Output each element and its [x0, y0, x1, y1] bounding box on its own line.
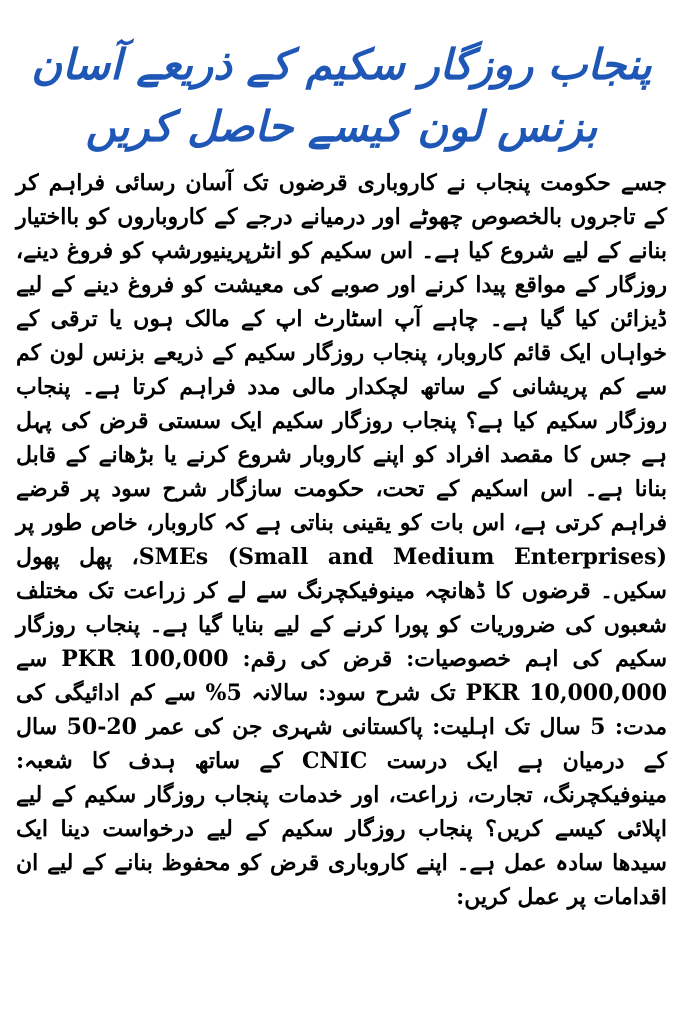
- article-body: جسے حکومت پنجاب نے کاروباری قرضوں تک آسان رسائی فراہم کر کے تاجروں بالخصوص چھوٹے اور درمیانے درجے کے کاروباروں کو بااختیار بنانے کے لیے شروع کیا ہے۔ اس سکیم کو انٹرپرینیورشپ کو فروغ دینے، روزگار کے مواقع پیدا کرنے اور صوبے کی معیشت کو فروغ دینے کے لیے ڈیزائن کیا گیا ہے۔ چاہے آپ اسٹارٹ اپ کے مالک ہوں یا ترقی کے خواہاں ایک قائم کاروبار، پنجاب روزگار سکیم کے ذریعے بزنس لون کم سے کم پریشانی کے ساتھ لچکدار مالی مدد فراہم کرتا ہے۔ پنجاب روزگار سکیم کیا ہے؟ پنجاب روزگار سکیم ایک سستی قرض کی پہل ہے جس کا مقصد افراد کو اپنے کاروبار شروع کرنے یا بڑھانے کے قابل بنانا ہے۔ اس اسکیم کے تحت، حکومت سازگار شرح سود پر قرضے فراہم کرتی ہے، اس بات کو یقینی بناتی ہے کہ کاروبار، خاص طور پر SMEs (Small and Medium Enterprises)، پھل پھول سکیں۔ قرضوں کا ڈھانچہ مینوفیکچرنگ سے لے کر زراعت تک مختلف شعبوں کی ضروریات کو پورا کرنے کے لیے بنایا گیا ہے۔ پنجاب روزگار سکیم کی اہم خصوصیات: قرض کی رقم: PKR 100,000 سے PKR 10,000,000 تک شرح سود: سالانہ 5% سے کم ادائیگی کی مدت: 5 سال تک اہلیت: پاکستانی شہری جن کی عمر 20-50 سال کے درمیان ہے ایک درست CNIC کے ساتھ ہدف کا شعبہ: مینوفیکچرنگ، تجارت، زراعت، اور خدمات پنجاب روزگار سکیم کے لیے اپلائی کیسے کریں؟ پنجاب روزگار سکیم کے لیے درخواست دینا ایک سیدھا سادہ عمل ہے۔ اپنے کاروباری قرض کو محفوظ بنانے کے لیے ان اقدامات پر عمل کریں:: [16, 170, 668, 910]
- article-title: پنجاب روزگار سکیم کے ذریعے آسان بزنس لون کیسے حاصل کریں: [31, 40, 652, 151]
